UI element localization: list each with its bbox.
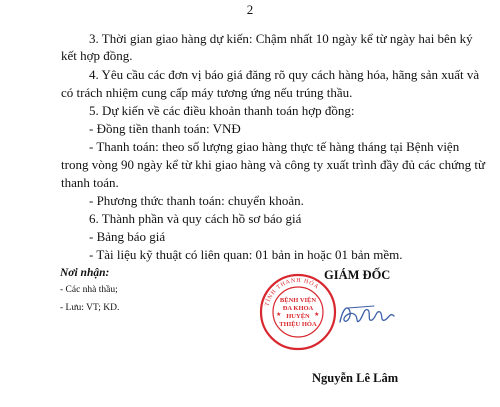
paragraph-payment-cont: trong vòng 90 ngày kể từ khi giao hàng và công ty xuất trình đầy đủ các chứng từ [61,157,486,172]
paragraph-delivery-time: 3. Thời gian giao hàng dự kiến: Chậm nhất 10 ngày kể từ ngày hai bên ký [89,31,473,46]
page-number: 2 [246,2,254,17]
seal-line: BỆNH VIỆN [279,297,317,304]
paragraph-quote-table: - Bảng báo giá [89,229,166,244]
seal-line: THIỆU HÓA [279,321,317,328]
paragraph-quote-requirements: 4. Yêu cầu các đơn vị báo giá đăng rõ quy cách hàng hóa, hãng sản xuất và [89,67,480,82]
paragraph-payment: - Thanh toán: theo số lượng giao hàng thực tế hàng tháng tại Bệnh viện [89,139,460,154]
seal-star: ★ [314,312,320,318]
recipients-title: Nơi nhận: [60,267,110,279]
seal-line: HUYỆN [286,313,310,320]
hospital-seal [258,272,338,352]
director-title: GIÁM ĐỐC [324,268,391,282]
paragraph-payment-cont-2: thanh toán. [61,175,119,190]
recipient-item: - Các nhà thầu; [60,285,118,295]
paragraph-technical-docs: - Tài liệu kỹ thuật có liên quan: 01 bản in hoặc 01 bản mềm. [89,247,403,262]
seal-ring-text: TỈNH THANH HÓA [264,277,320,307]
paragraph-currency: - Đồng tiền thanh toán: VNĐ [89,121,241,136]
paragraph-delivery-time-cont: kết hợp đồng. [61,48,133,63]
seal-star: ★ [276,312,282,318]
paragraph-payment-method: - Phương thức thanh toán: chuyển khoản. [89,193,304,208]
paragraph-quote-requirements-cont: có trách nhiệm cung cấp máy tương ứng nếu trúng thầu. [61,85,353,100]
recipient-item: - Lưu: VT; KD. [60,303,120,313]
handwritten-signature [334,298,402,332]
paragraph-payment-terms-heading: 5. Dự kiến về các điều khoản thanh toán hợp đồng: [89,103,355,118]
signer-name: Nguyễn Lê Lâm [312,371,399,385]
paragraph-dossier-heading: 6. Thành phần và quy cách hồ sơ báo giá [89,211,302,226]
seal-line: ĐA KHOA [282,305,314,312]
